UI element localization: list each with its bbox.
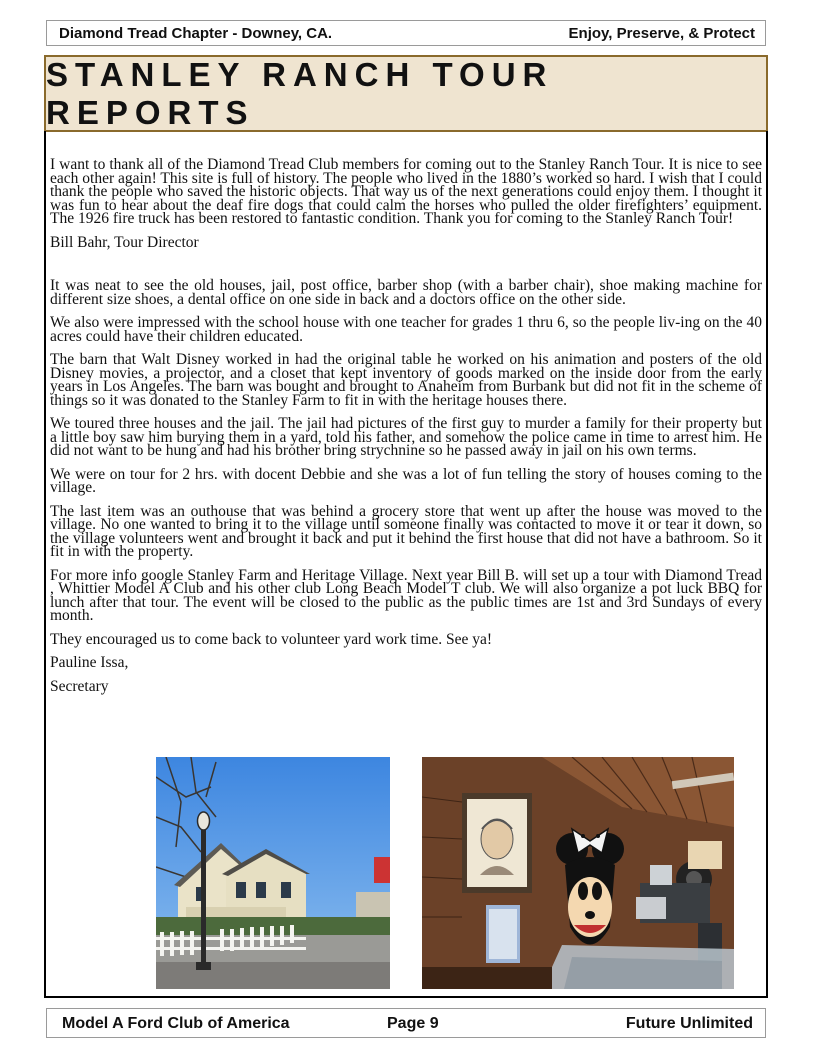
article-body [50,158,762,703]
paragraph-volunteer: They encouraged us to come back to volunteer yard work time. See ya! [50,630,493,648]
paragraph-outhouse: The last item was an outhouse that was behind a grocery store that went up after the house was moved to the village. No one wanted to bring it to the village until someone finally was contacted to move it or tear it down, so the village volunteers went and brought it back and put it behind the first house that did not have a bathroom. So it fit in with the property. [50,502,762,560]
house-photo [156,757,390,989]
page-footer [46,1008,766,1038]
footer-club: Model A Ford Club of America [62,1015,290,1032]
signature-title: Secretary [50,677,109,695]
page-header [46,20,766,46]
paragraph-buildings: It was neat to see the old houses, jail, post office, barber shop (with a barber chair), shoe making machine for different size shoes, a dental office on one side in back and a doctors office on the other side. [50,277,762,308]
paragraph-jail: We toured three houses and the jail. The jail had pictures of the first guy to murder a family for their property but a little boy saw him burying them in a yard, told his father, and somehow the police came in time to arrest him. He did not want to be hung and had his brother bring strychnine so he passed away in jail on his own terms. [50,415,762,459]
footer-page-number: Page 9 [387,1015,439,1032]
title-banner [44,55,768,132]
signature-bill: Bill Bahr, Tour Director [50,233,199,251]
page-title: STANLEY RANCH TOUR REPORTS [46,55,554,131]
barn-interior-photo [422,757,734,989]
header-chapter: Diamond Tread Chapter - Downey, CA. [59,24,333,42]
paragraph-thanks: I want to thank all of the Diamond Tread Club members for coming out to the Stanley Ranch Tour. It is nice to see each other again! This site is full of history. The people who lived in the 1880’s worked so hard. I wish that I could thank the people who saved the historic objects. That way us of the next generations could enjoy them. I thought it was fun to hear about the deaf fire dogs that could calm the horses who pulled the older firefighters’ equipment. The 1926 fire truck has been restored to fantastic condition. Thank you for coming to the Stanley Ranch Tour! [50,156,762,227]
paragraph-school: We also were impressed with the school house with one teacher for grades 1 thru 6, so the people liv-ing on the 40 acres could have their children educated. [50,314,762,345]
paragraph-barn: The barn that Walt Disney worked in had the original table he worked on his animation and posters of the old Disney movies, a projector, and a closet that kept inventory of goods marked on the inside door from the early years in Los Angeles. The barn was bought and brought to Anaheim from Burbank but did not fit in the scheme of things so it was donated to the Stanley Farm to fit in with the heritage houses there. [50,351,762,409]
footer-publication: Future Unlimited [625,1015,753,1032]
paragraph-info: For more info google Stanley Farm and Heritage Village. Next year Bill B. will set up a tour with Diamond Tread , Whittier Model A Club and his other club Long Beach Model T club. We will also organize a pot luck BBQ for lunch after that tour. The event will be closed to the public as the public times are 1st and 3rd Sundays of every month. [50,566,762,624]
header-motto: Enjoy, Preserve, & Protect [568,24,755,42]
signature-pauline: Pauline Issa, [50,654,129,671]
paragraph-docent: We were on tour for 2 hrs. with docent Debbie and she was a lot of fun telling the story of houses coming to the village. [50,465,762,496]
